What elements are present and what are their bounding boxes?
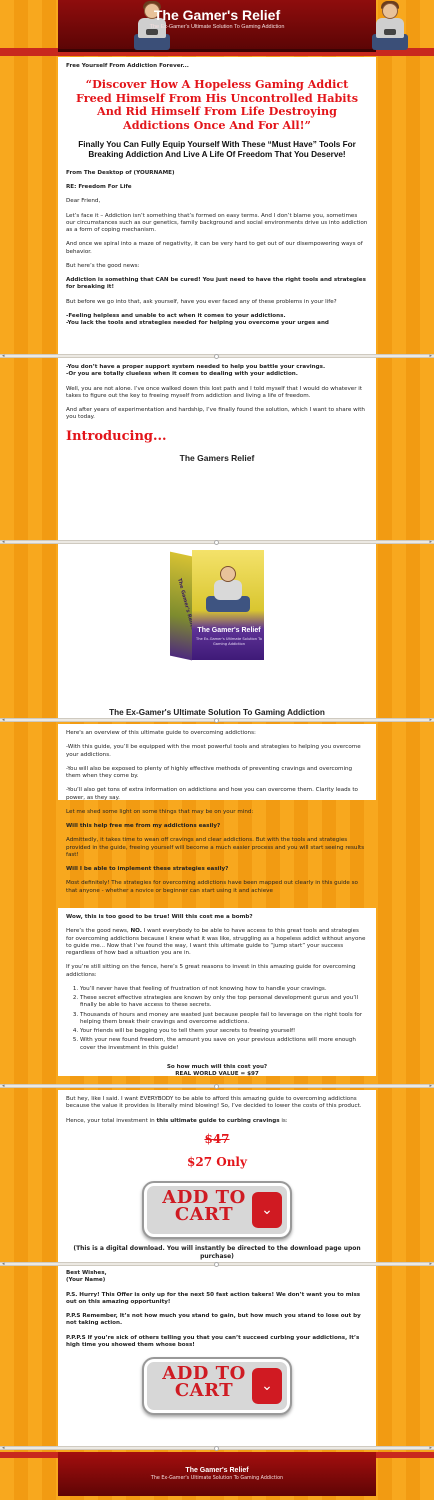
- good-news-paragraph: Here’s the good news, NO. I want everybody to be able to have access to this great tools and strategies for overcoming addictions because I knew what it was like, struggling as a hopeless addict without anyone to guide me... Now that I’ve found the way, I want this ultimate guide to “jump start” your success regardless of how bad a situation you are in.: [66, 928, 366, 957]
- horizontal-scrollbar[interactable]: [0, 1084, 434, 1088]
- scroll-thumb[interactable]: [214, 354, 219, 359]
- problem-bullet-4: -Or you are totally clueless when it comes to dealing with your addiction.: [66, 371, 298, 378]
- scroll-thumb[interactable]: [214, 540, 219, 545]
- intro-paragraph-2: And once we spiral into a maze of negativity, it can be very hard to get out of our disempowering ways of behavior.: [66, 241, 363, 255]
- faq-answer-2: Most definitely! The strategies for overcoming addictions have been mapped out clearly in this guide so that anyone - whether a novice or beginner can start using it and achieve: [66, 880, 358, 894]
- real-world-value: REAL WORLD VALUE = $97: [175, 1071, 259, 1078]
- book-spine-text: The: [176, 577, 185, 590]
- overview-section: [58, 724, 376, 894]
- horizontal-scrollbar[interactable]: [0, 540, 434, 544]
- story-paragraph-1: Well, you are not alone. I’ve once walked down this lost path and I told myself that I would do whatever it takes to figure out the key to freeing myself from addiction and living a life of freedom.: [66, 385, 363, 399]
- faq-question-3: Wow, this is too good to be true! Will this cost me a bomb?: [66, 914, 253, 920]
- product-subtitle-heading: The Ex-Gamer's Ultimate Solution To Gaming Addiction: [109, 708, 325, 717]
- add-to-cart-label: ADD TO CART: [162, 1186, 246, 1226]
- reason-item: 5. With your new found freedom, the amount you save on your previous addictions will more enough cover the investment in this guide!: [80, 1037, 368, 1052]
- pricing-section: [58, 1090, 376, 1262]
- arrow-right-icon[interactable]: ▸: [429, 1083, 432, 1089]
- reason-item: 4. Your friends will be begging you to tell them your secrets to freeing yourself!: [80, 1028, 368, 1035]
- horizontal-scrollbar[interactable]: [0, 718, 434, 722]
- introducing-section: [58, 358, 376, 542]
- footer-subtitle: The Ex-Gamer's Ultimate Solution To Gaming Addiction: [150, 1476, 284, 1481]
- arrow-left-icon[interactable]: ◂: [2, 1261, 5, 1267]
- sales-letter-intro: [58, 57, 376, 354]
- overview-point-2: -You will also be exposed to plenty of highly effective methods of preventing cravings and overcoming them when they come by.: [66, 765, 353, 780]
- reasons-list: [80, 986, 368, 1052]
- faq-question-2: Will I be able to implement these strategies easily?: [66, 866, 229, 873]
- add-to-cart-button-bottom[interactable]: [142, 1357, 292, 1415]
- problem-bullet-1: -Feeling helpless and unable to act when it comes to your addictions.: [66, 312, 286, 319]
- arrow-right-icon[interactable]: ▸: [429, 1445, 432, 1451]
- horizontal-scrollbar[interactable]: [0, 354, 434, 358]
- scroll-thumb[interactable]: [214, 1446, 219, 1451]
- header-title: The Gamer's Relief: [153, 7, 281, 23]
- reasons-intro: If you’re still sitting on the fence, here’s 5 great reasons to invest in this amazing guide for overcoming addictions:: [66, 964, 356, 978]
- gamer-illustration-right: [370, 0, 410, 52]
- from-line: From The Desktop of (YOURNAME): [66, 169, 175, 176]
- digital-download-note: (This is a digital download. You will instantly be directed to the download page upon purchase): [73, 1244, 361, 1260]
- problem-bullet-3: -You don’t have a proper support system needed to help you battle your cravings.: [66, 364, 326, 370]
- postscript-1: P.S. Hurry! This Offer is only up for the next 50 fast action takers! We don’t want you to miss out on this amazing opportunity!: [66, 1291, 361, 1305]
- scroll-thumb[interactable]: [214, 1084, 219, 1089]
- sign-off: Best Wishes,: [66, 1270, 107, 1276]
- original-price: $47: [204, 1131, 230, 1146]
- sub-headline: Finally You Can Fully Equip Yourself With These “Must Have” Tools For Breaking Addiction And Live A Life Of Freedom That You Deserve!: [78, 140, 356, 159]
- footer-title: The Gamer's Relief: [185, 1467, 249, 1474]
- product-title: The Gamers Relief: [179, 453, 255, 464]
- intro-paragraph-1: Let’s face it – Addiction isn’t something that’s formed on easy terms. And I don’t blame you, sometimes our circumstances such as our genetics, family background and social environments drive us into addiction as a form of coping mechanism.: [66, 212, 368, 234]
- problem-bullet-2: -You lack the tools and strategies needed for helping you overcome your urges and: [66, 320, 329, 327]
- main-headline: “Discover How A Hopeless Gaming Addict Freed Himself From His Uncontrolled Habits And Rid Himself From Life Destroying Addictions Once And For All!”: [76, 77, 358, 132]
- cost-question: So how much will this cost you?: [166, 1063, 268, 1070]
- faq-answer-1: Admittedly, it takes time to wean off cravings and clear addictions. But with the tools and strategies provided in the guide, freeing yourself will become a much easier process and you will start seeing results fast!: [66, 837, 365, 858]
- greeting: Dear Friend,: [66, 198, 101, 205]
- scroll-thumb[interactable]: [214, 1262, 219, 1267]
- horizontal-scrollbar[interactable]: [0, 1262, 434, 1266]
- reason-item: 1. You’ll never have that feeling of frustration of not knowing how to handle your cravings.: [80, 986, 368, 993]
- faq-question-1: Will this help free me from my addictions easily?: [66, 823, 221, 830]
- arrow-left-icon[interactable]: ◂: [2, 1445, 5, 1451]
- arrow-left-icon[interactable]: ◂: [2, 539, 5, 545]
- scroll-thumb[interactable]: [214, 718, 219, 723]
- arrow-left-icon[interactable]: ◂: [2, 1083, 5, 1089]
- book-cover-subtitle: The Ex-Gamer's Ultimate Solution To Gaming Addiction: [196, 637, 262, 646]
- page-footer: [58, 1452, 376, 1496]
- arrow-right-icon[interactable]: ▸: [429, 539, 432, 545]
- arrow-left-icon[interactable]: ◂: [2, 353, 5, 359]
- reason-item: 2. These secret effective strategies are known by only the top personal development gurus and you’ll finally be able to have access to these secrets.: [80, 995, 368, 1010]
- overview-point-1: -With this guide, you’ll be equipped with the most powerful tools and strategies to helping you overcome your addictions.: [66, 744, 361, 758]
- re-line: RE: Freedom For Life: [66, 183, 132, 190]
- faq-intro: Let me shed some light on some things that may be on your mind:: [66, 808, 254, 815]
- sale-price: $27 Only: [187, 1155, 247, 1170]
- intro-paragraph-4: Addiction is something that CAN be cured! You just need to have the right tools and strategies for breaking it!: [66, 277, 366, 291]
- download-chevron-icon: ⌄: [252, 1368, 282, 1404]
- add-to-cart-button[interactable]: [142, 1181, 292, 1239]
- header-subtitle: The Ex-Gamer's Ultimate Solution To Gaming Addiction: [149, 24, 285, 30]
- intro-paragraph-5: But before we go into that, ask yourself, have you ever faced any of these problems in your life?: [66, 298, 337, 305]
- introducing-heading: Introducing...: [66, 428, 167, 444]
- signature-name: (Your Name): [66, 1277, 106, 1284]
- reason-item: 3. Thousands of hours and money are wasted just because people fail to leverage on the right tools for helping them break their cravings and overcome addictions.: [80, 1012, 368, 1027]
- pricing-paragraph-1: But hey, like I said. I want EVERYBODY to be able to afford this amazing guide to overcoming addictions because the value it provides is literally mind blowing! So, I’ve decided to lower the costs of this product.: [66, 1096, 362, 1110]
- add-to-cart-label: ADD TO CART: [162, 1363, 246, 1402]
- pricing-paragraph-2: Hence, your total investment in this ultimate guide to curbing cravings is:: [66, 1117, 288, 1124]
- value-section: [58, 908, 376, 1076]
- horizontal-scrollbar[interactable]: [0, 1446, 434, 1450]
- postscript-3: P.P.P.S If you’re sick of others telling you that you can’t succeed curbing your addictions, It’s high time you showed them whose boss!: [66, 1334, 360, 1348]
- arrow-right-icon[interactable]: ▸: [429, 717, 432, 723]
- top-line: Free Yourself From Addiction Forever...: [66, 63, 189, 69]
- download-chevron-icon: ⌄: [252, 1192, 282, 1228]
- arrow-left-icon[interactable]: ◂: [2, 717, 5, 723]
- arrow-right-icon[interactable]: ▸: [429, 1261, 432, 1267]
- story-paragraph-2: And after years of experimentation and hardship, I’ve finally found the solution, which I want to share with you today.: [66, 407, 365, 421]
- intro-paragraph-3: But here’s the good news:: [66, 262, 140, 269]
- closing-section: [58, 1264, 376, 1448]
- overview-point-3: -You’ll also get tons of extra information on addictions and how you can overcome them. Clarity leads to power, as they say.: [66, 787, 358, 801]
- postscript-2: P.P.S Remember, It’s not how much you stand to gain, but how much you stand to lose out by not taking action.: [66, 1313, 361, 1327]
- product-image-section: [58, 544, 376, 718]
- overview-intro: Here's an overview of this ultimate guide to overcoming addictions:: [66, 730, 256, 736]
- page-header: [58, 0, 376, 52]
- arrow-right-icon[interactable]: ▸: [429, 353, 432, 359]
- book-cover-title: The Gamer's Relief: [197, 627, 261, 634]
- ebook-cover-image: [170, 544, 264, 662]
